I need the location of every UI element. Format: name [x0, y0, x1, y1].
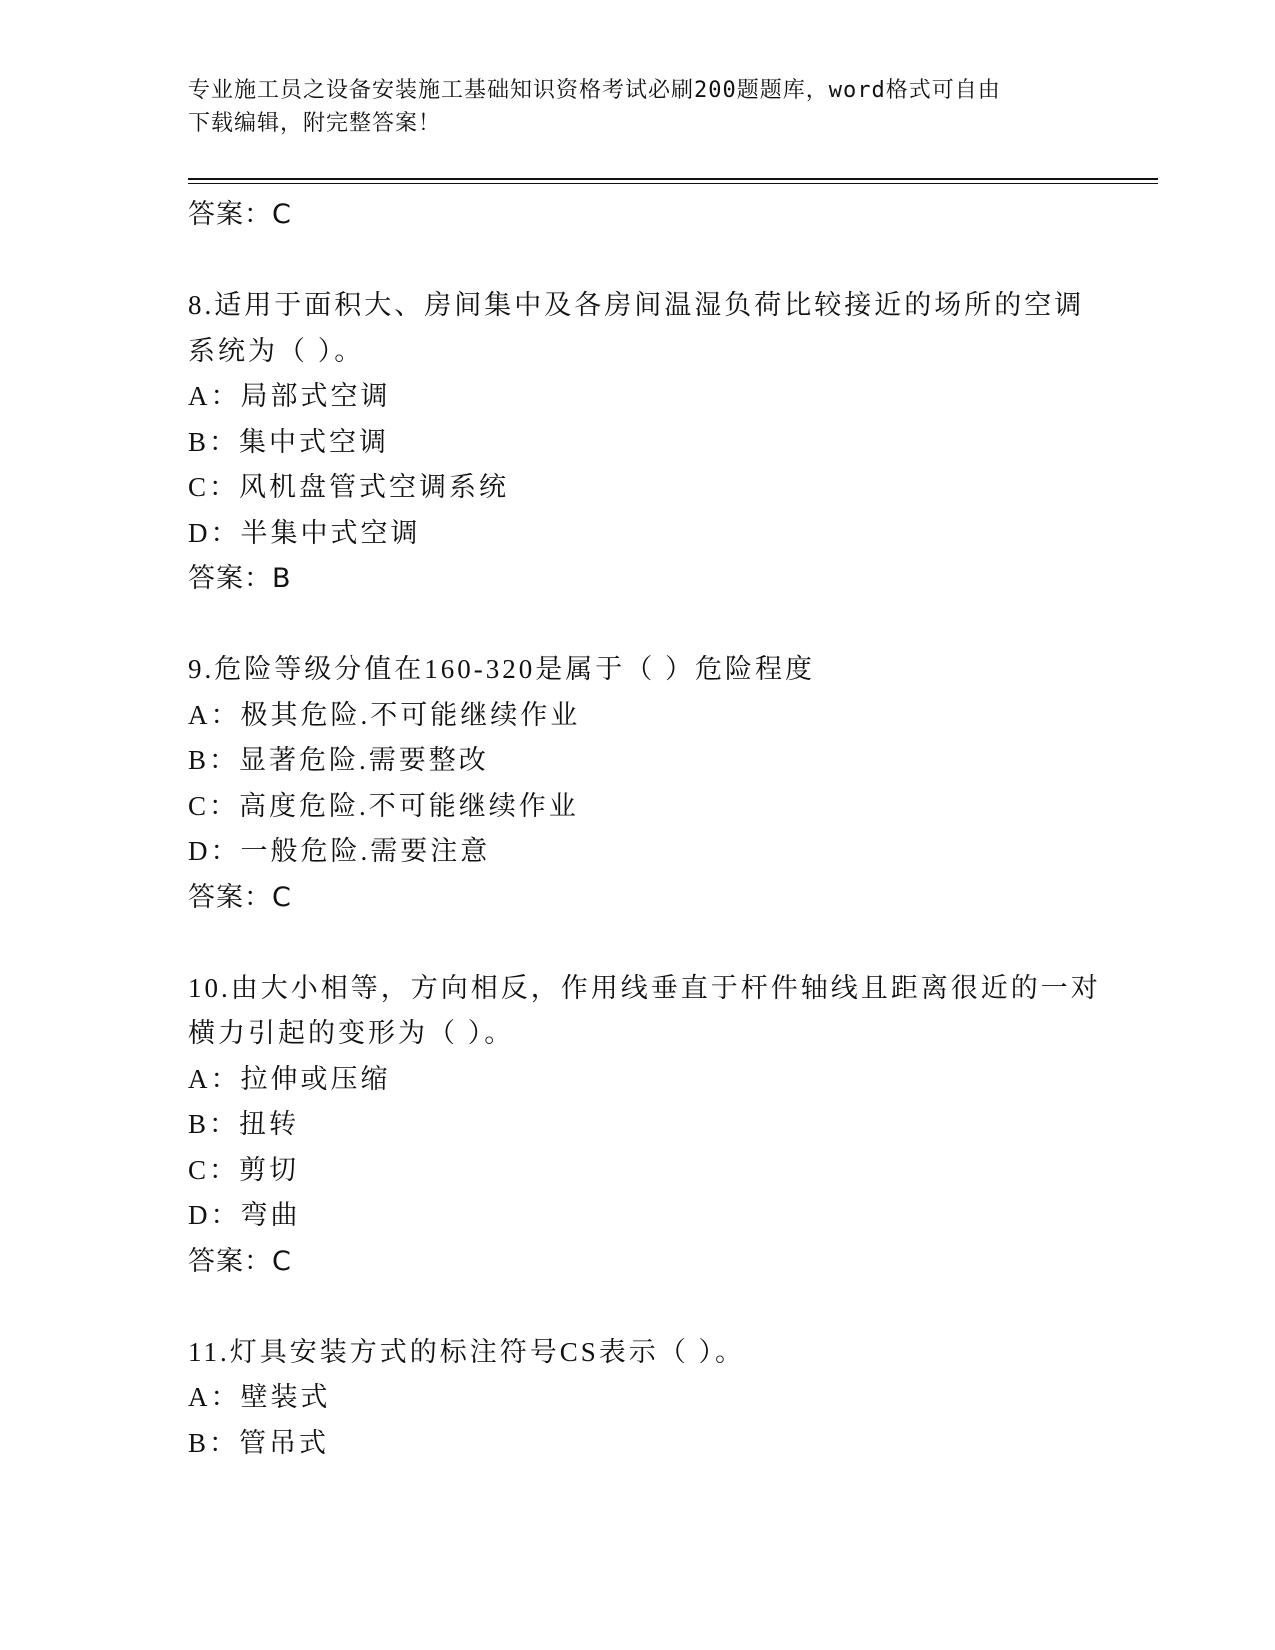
question-8 — [188, 283, 1088, 602]
spacer — [188, 920, 1088, 966]
question-list — [188, 192, 1101, 1466]
option-d: D：弯曲 — [188, 1200, 301, 1230]
question-9 — [188, 647, 1088, 920]
option-c: C：高度危险.不可能继续作业 — [188, 790, 579, 821]
spacer — [188, 1284, 1088, 1330]
option-c: C：风机盘管式空调系统 — [188, 472, 510, 502]
question-stem: 8.适用于面积大、房间集中及各房间温湿负荷比较接近的场所的空调 — [188, 290, 1085, 320]
spacer — [188, 238, 1088, 284]
option-c: C：剪切 — [188, 1154, 300, 1185]
question-stem: 10.由大小相等，方向相反，作用线垂直于杆件轴线且距离很近的一对 — [188, 972, 1101, 1003]
header-line-1: 专业施工员之设备安装施工基础知识资格考试必刷200题题库，word格式可自由 — [188, 78, 1001, 103]
answer: 答案：C — [188, 1245, 292, 1277]
question-10 — [188, 966, 1101, 1285]
option-b: B：扭转 — [188, 1109, 300, 1139]
answer: 答案：C — [188, 881, 292, 913]
document-header — [188, 74, 1068, 140]
question-stem: 系统为（ ）。 — [188, 335, 365, 366]
option-b: B：显著危险.需要整改 — [188, 745, 489, 775]
question-stem: 9.危险等级分值在160-320是属于（ ）危险程度 — [188, 654, 815, 684]
spacer — [188, 602, 1088, 648]
option-b: B：集中式空调 — [188, 426, 390, 457]
previous-answer: 答案：C — [188, 199, 292, 230]
header-divider-thin — [188, 183, 1158, 184]
header-divider-thick — [188, 178, 1158, 180]
question-stem: 11.灯具安装方式的标注符号CS表示（ ）。 — [188, 1336, 746, 1367]
option-d: D：半集中式空调 — [188, 517, 421, 548]
option-d: D：一般危险.需要注意 — [188, 836, 491, 866]
answer: 答案：B — [188, 563, 292, 594]
option-a: A：壁装式 — [188, 1382, 331, 1412]
question-11 — [188, 1330, 1088, 1467]
option-a: A：拉伸或压缩 — [188, 1063, 391, 1094]
option-a: A：极其危险.不可能继续作业 — [188, 699, 581, 730]
option-a: A：局部式空调 — [188, 381, 391, 411]
option-b: B：管吊式 — [188, 1427, 330, 1458]
header-line-2: 下载编辑，附完整答案！ — [188, 111, 442, 136]
question-stem: 横力引起的变形为（ ）。 — [188, 1018, 515, 1048]
